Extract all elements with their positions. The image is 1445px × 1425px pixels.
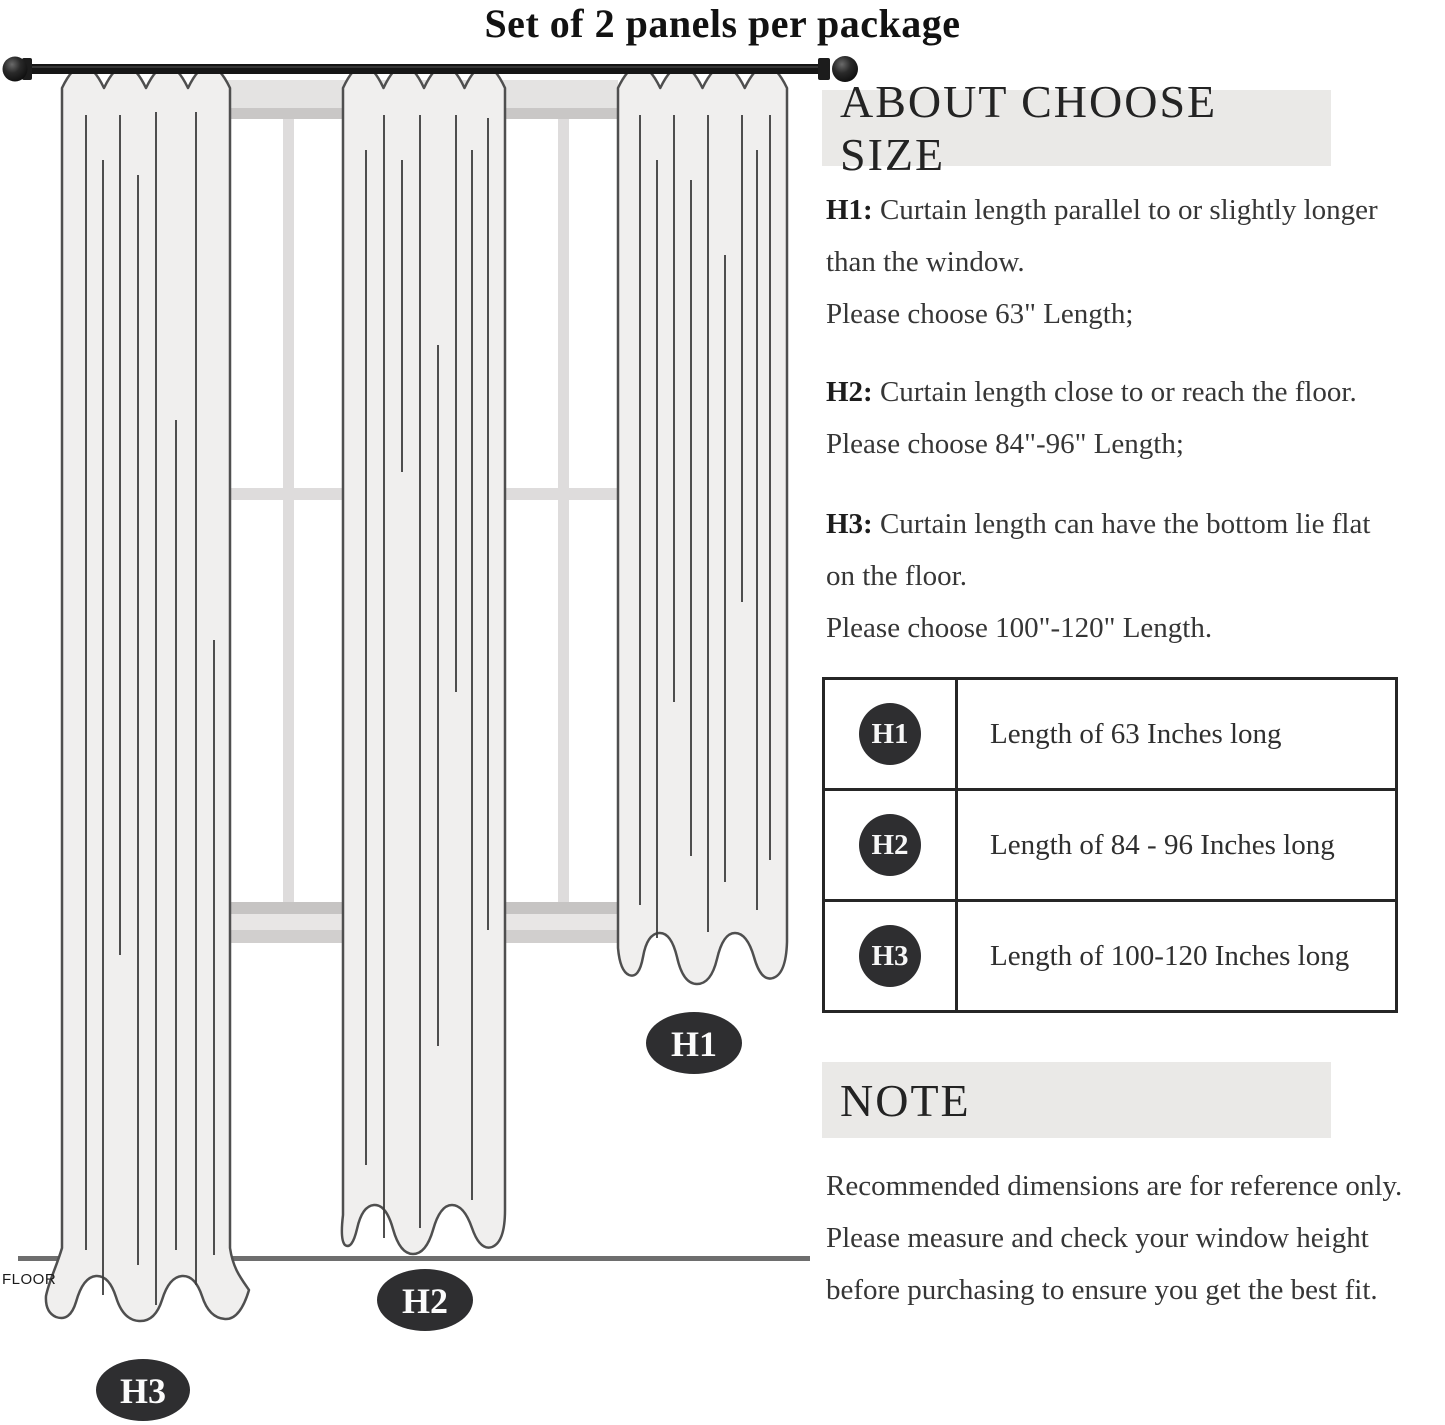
h3-line1: Curtain length can have the bottom lie flat bbox=[879, 508, 1371, 540]
h1-line1: Curtain length parallel to or slightly longer bbox=[879, 194, 1378, 226]
table-badge-h3: H3 bbox=[859, 925, 921, 987]
diagram-badge-h1-label: H1 bbox=[670, 1024, 718, 1064]
note-paragraph: Recommended dimensions are for reference only. Please measure and check your window height before purchasing to ensure you get the best fit. bbox=[826, 1170, 1403, 1306]
note-heading-text: NOTE bbox=[840, 1074, 971, 1126]
h1-line2: than the window. bbox=[826, 246, 1025, 278]
h1-line3: Please choose 63" Length; bbox=[826, 298, 1134, 330]
rod-collar-right bbox=[818, 58, 830, 80]
h2-label: H2: bbox=[826, 376, 873, 408]
table-badge-cell-h1 bbox=[825, 680, 958, 788]
diagram-badge-h1 bbox=[646, 1012, 742, 1074]
table-row-h1 bbox=[825, 680, 1395, 788]
h2-line2: Please choose 84"-96" Length; bbox=[826, 428, 1184, 460]
diagram-badge-h2 bbox=[377, 1269, 473, 1331]
diagram-badge-h3-label: H3 bbox=[119, 1371, 167, 1411]
window-mullion-right bbox=[558, 119, 569, 902]
floor-label: FLOOR bbox=[2, 1271, 57, 1288]
rod-finial-left bbox=[3, 57, 28, 82]
diagram-badge-h2-label: H2 bbox=[401, 1281, 449, 1321]
table-badge-cell-h3 bbox=[825, 902, 958, 1010]
diagram-badge-h3 bbox=[96, 1359, 190, 1421]
curtain-panel-h1 bbox=[618, 66, 787, 984]
h3-label: H3: bbox=[826, 508, 873, 540]
window-mullion-left bbox=[283, 119, 294, 902]
h3-line3: Please choose 100"-120" Length. bbox=[826, 612, 1213, 644]
curtain-panel-h3 bbox=[46, 66, 249, 1321]
about-heading-text: ABOUT CHOOSE SIZE bbox=[840, 76, 1218, 180]
table-text-h1: Length of 63 Inches long bbox=[990, 717, 1282, 750]
size-guide-h2 bbox=[826, 366, 1357, 470]
note-heading bbox=[822, 1062, 1331, 1138]
about-choose-size-heading bbox=[822, 76, 1331, 180]
table-text-h2: Length of 84 - 96 Inches long bbox=[990, 828, 1335, 861]
size-table bbox=[822, 677, 1398, 1013]
curtain-panel-h2 bbox=[342, 66, 505, 1254]
table-row-h2 bbox=[825, 788, 1395, 899]
h3-line2: on the floor. bbox=[826, 560, 967, 592]
h1-label: H1: bbox=[826, 194, 873, 226]
size-guide-h1 bbox=[826, 184, 1378, 340]
table-badge-cell-h2 bbox=[825, 791, 958, 899]
table-badge-h2: H2 bbox=[859, 814, 921, 876]
table-text-h3: Length of 100-120 Inches long bbox=[990, 939, 1350, 972]
page-title: Set of 2 panels per package bbox=[484, 1, 961, 46]
h2-line1: Curtain length close to or reach the floor. bbox=[879, 376, 1357, 408]
size-guide-h3 bbox=[826, 498, 1370, 654]
table-row-h3 bbox=[825, 899, 1395, 1010]
table-badge-h1: H1 bbox=[859, 703, 921, 765]
